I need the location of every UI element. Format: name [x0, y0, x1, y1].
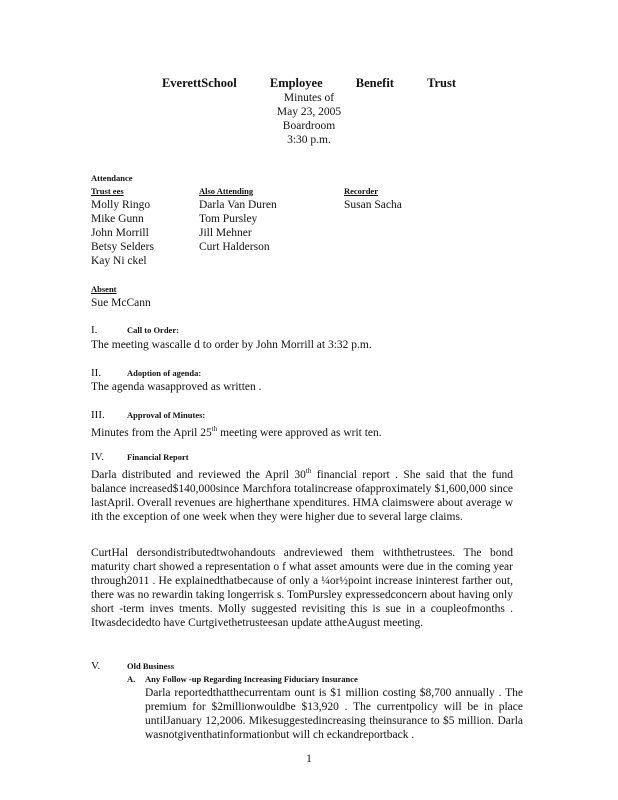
ordinal-suffix: th: [211, 425, 218, 433]
absent-names: Sue McCann: [91, 297, 151, 309]
subtitle-time: 3:30 p.m.: [287, 134, 331, 146]
document-subtitle: [0, 91, 618, 147]
trustee-name: Kay Ni ckel: [91, 255, 147, 267]
section-heading-old-business: [91, 659, 174, 673]
financial-report-paragraph-1: [91, 464, 513, 524]
attendee-name: Curt Halderson: [199, 241, 270, 253]
also-attending-heading: Also Attending: [199, 186, 254, 196]
trustees-heading: Trust ees: [91, 186, 124, 196]
section-heading-approval-of-minutes: [91, 408, 205, 422]
section-number: III.: [91, 409, 105, 421]
trustee-name: Betsy Selders: [91, 241, 154, 253]
section-label: Call to Order:: [127, 325, 179, 335]
title-word-employee: Employee: [269, 76, 323, 90]
subsection-letter: A.: [127, 674, 136, 684]
section-label: Approval of Minutes:: [127, 410, 206, 420]
section-number: IV.: [91, 451, 104, 463]
section-label: Old Business: [127, 661, 175, 671]
subsection-heading-fiduciary-insurance: [127, 672, 358, 686]
section-label: Adoption of agenda:: [127, 368, 202, 378]
trustees-column: [91, 186, 154, 268]
recorder-column: [344, 186, 402, 212]
section-label: Financial Report: [127, 452, 189, 462]
approval-text-end: meeting were approved as writ ten.: [217, 426, 382, 439]
section-text-call-to-order: The meeting wascalle d to order by John Morrill at 3:32 p.m.: [91, 339, 372, 351]
section-number: II.: [91, 367, 102, 379]
ordinal-suffix: th: [305, 467, 312, 475]
section-number: I.: [91, 324, 98, 336]
attendee-name: Jill Mehner: [199, 227, 252, 239]
section-heading-call-to-order: [91, 323, 179, 337]
section-text-approval-of-minutes: [91, 422, 513, 440]
also-attending-column: [199, 186, 277, 254]
page-number: 1: [306, 753, 312, 765]
subsection-label: Any Follow -up Regarding Increasing Fiduciary Insurance: [145, 674, 358, 684]
recorder-name: Susan Sacha: [344, 199, 402, 211]
attendance-heading: Attendance: [91, 173, 133, 183]
absent-block: [91, 284, 151, 310]
trustee-name: Mike Gunn: [91, 213, 144, 225]
attendee-name: Tom Pursley: [199, 213, 258, 225]
title-word-benefit: Benefit: [355, 76, 394, 90]
section-text-adoption-of-agenda: The agenda wasapproved as written .: [91, 381, 262, 393]
trustee-name: John Morrill: [91, 227, 149, 239]
section-number: V.: [91, 660, 101, 672]
subtitle-minutes-of: Minutes of: [283, 92, 335, 104]
financial-report-paragraph-2: CurtHal dersondistributedtwohandouts andreviewed them withthetrustees. The bond maturity chart showed a representation o f what asset amounts were due in the coming year through2011 . He explainedthatbecause of only a ¼or½point increase ininterest farther out, there was no rewardin taking longerrisk s. TomPursley expressedconcern about having only short -term inves tments. Molly suggested revisiting this is sue in a coupleofmonths . Itwasdecidedto have Curtgivethetrusteesan update attheAugust meeting.: [91, 547, 513, 629]
approval-text-start: Minutes from the April 25: [91, 426, 212, 439]
document-title: [0, 76, 618, 90]
paragraph-text-start: Darla distributed and reviewed the April 30: [91, 468, 306, 481]
absent-heading: Absent: [91, 284, 117, 294]
section-heading-financial-report: [91, 450, 189, 464]
section-heading-adoption-of-agenda: [91, 366, 201, 380]
subtitle-location: Boardroom: [282, 120, 336, 132]
attendee-name: Darla Van Duren: [199, 199, 277, 211]
subsection-text-fiduciary-insurance: Darla reportedthatthecurrentam ount is $1 million costing $8,700 annually . The premium for $2millionwouldbe $13,920 . The currentpolicy will be in place untilJanuary 12,2006. Mikesuggestedincreasing theinsurance to $5 million. Darla wasnotgiventhatinformationbut will ch eckandreportback .: [145, 687, 523, 741]
paragraph-text-end: financial report . She said that the fund balance increased$140,000since Marchfora totalincrease ofapproximately $1,600,000 since lastApril. Overall revenues are higherthane xpenditures. HMA claimswere about average w ith the exception of one week when they were higher due to several large claims.: [91, 468, 513, 523]
title-word-trust: Trust: [427, 76, 457, 90]
title-org: EverettSchool: [161, 76, 237, 90]
subtitle-date: May 23, 2005: [276, 106, 342, 118]
recorder-heading: Recorder: [344, 186, 378, 196]
trustee-name: Molly Ringo: [91, 199, 151, 211]
